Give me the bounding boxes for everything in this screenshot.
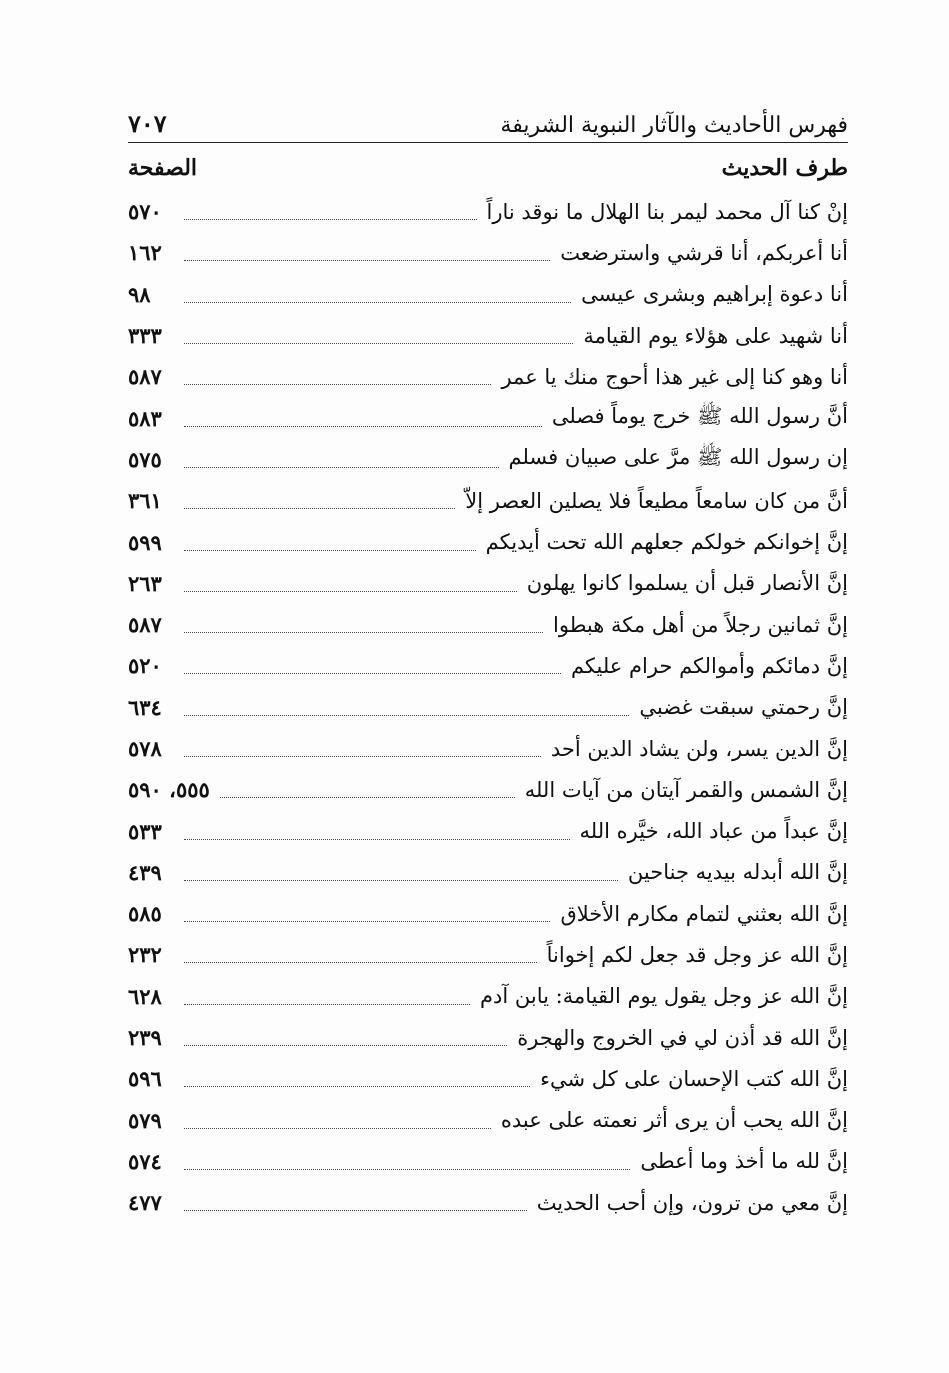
entry-page-number: ٥٧٠ xyxy=(128,199,162,225)
entry-page-number: ٥٨٣ xyxy=(128,405,162,431)
hadith-text: أنَّ رسول الله ﷺ خرج يوماً فصلى xyxy=(551,403,848,428)
dot-leader xyxy=(184,508,455,509)
hadith-text: إنَّ الله قد أذن لي في الخروج والهجرة xyxy=(517,1025,848,1050)
entry-page-number: ١٦٢ xyxy=(128,240,162,266)
index-entry xyxy=(128,934,848,975)
hadith-text: إنَّ دمائكم وأموالكم حرام عليكم xyxy=(570,653,848,678)
index-entry xyxy=(128,645,848,686)
dot-leader xyxy=(184,880,618,881)
hadith-text: إنَّ ثمانين رجلاً من أهل مكة هبطوا xyxy=(553,612,848,637)
hadith-text: أنا شهيد على هؤلاء يوم القيامة xyxy=(583,323,848,348)
entry-page-number: ٥٣٣ xyxy=(128,818,162,844)
index-entry xyxy=(128,1182,848,1223)
index-entry xyxy=(128,356,848,397)
running-header xyxy=(128,98,848,138)
dot-leader xyxy=(184,1210,527,1211)
entry-page-number: ٥٨٧ xyxy=(128,612,162,638)
index-entry xyxy=(128,604,848,645)
dot-leader xyxy=(184,921,550,922)
dot-leader xyxy=(184,715,629,716)
column-headings xyxy=(128,150,848,186)
index-entry xyxy=(128,439,848,480)
hadith-text: إنَّ لله ما أخذ وما أعطى xyxy=(640,1149,848,1174)
entry-page-number: ٢٦٣ xyxy=(128,570,162,596)
hadith-text: أنَّ من كان سامعاً مطيعاً فلا يصلين العصر إلاّ xyxy=(465,488,848,513)
hadith-text: إنَّ معي من ترون، وإن أحب الحديث xyxy=(536,1190,848,1215)
header-rule xyxy=(128,142,848,143)
entry-page-number: ٦٣٤ xyxy=(128,694,162,720)
entry-page-number: ٥٧٩ xyxy=(128,1107,162,1133)
entry-page-number: ٢٣٢ xyxy=(128,942,162,968)
index-entry xyxy=(128,191,848,232)
hadith-text: إنَّ الله كتب الإحسان على كل شيء xyxy=(540,1066,848,1091)
index-entry xyxy=(128,274,848,315)
page-column-heading: الصفحة xyxy=(128,155,198,181)
dot-leader xyxy=(184,839,570,840)
dot-leader xyxy=(184,1128,491,1129)
dot-leader xyxy=(184,756,541,757)
header-title: فهرس الأحاديث والآثار النبوية الشريفة xyxy=(500,113,848,138)
index-entry xyxy=(128,1058,848,1099)
index-entry xyxy=(128,1017,848,1058)
dot-leader xyxy=(184,673,561,674)
entry-page-number: ٥٧٤ xyxy=(128,1148,162,1174)
hadith-text: إنَّ الدين يسر، ولن يشاد الدين أحد xyxy=(550,736,848,761)
dot-leader xyxy=(184,343,573,344)
index-entry xyxy=(128,852,848,893)
entry-page-number: ٤٣٩ xyxy=(128,859,162,885)
hadith-text: إنَّ الله أبدله بيديه جناحين xyxy=(627,860,848,885)
dot-leader xyxy=(184,384,491,385)
hadith-text: إنَّ عبداً من عباد الله، خيَّره الله xyxy=(579,819,848,844)
entry-page-number: ٩٨ xyxy=(128,281,151,307)
entry-page-number: ٥٥٥، ٥٩٠ xyxy=(128,777,210,803)
index-entries xyxy=(128,191,848,1223)
dot-leader xyxy=(184,632,543,633)
entry-page-number: ٥٨٥ xyxy=(128,901,162,927)
index-entry xyxy=(128,810,848,851)
entry-page-number: ٣٣٣ xyxy=(128,323,162,349)
hadith-text: إنَّ رحمتي سبقت غضبي xyxy=(639,695,848,720)
page-number: ٧٠٧ xyxy=(128,109,167,138)
entry-page-number: ٣٦١ xyxy=(128,488,162,514)
dot-leader xyxy=(220,797,515,798)
hadith-text: إنَّ الله بعثني لتمام مكارم الأخلاق xyxy=(560,901,848,926)
index-entry xyxy=(128,769,848,810)
dot-leader xyxy=(184,962,537,963)
hadith-text: إنَّ الله يحب أن يرى أثر نعمته على عبده xyxy=(500,1108,848,1133)
entry-page-number: ٥٢٠ xyxy=(128,653,162,679)
index-entry xyxy=(128,521,848,562)
dot-leader xyxy=(184,219,477,220)
entry-page-number: ٥٧٥ xyxy=(128,446,162,472)
entry-page-number: ٥٧٨ xyxy=(128,736,162,761)
index-entry xyxy=(128,315,848,356)
dot-leader xyxy=(184,1169,630,1170)
dot-leader xyxy=(184,1004,470,1005)
dot-leader xyxy=(184,1086,530,1087)
dot-leader xyxy=(184,260,550,261)
index-entry xyxy=(128,728,848,769)
dot-leader xyxy=(184,302,571,303)
entry-page-number: ٥٩٦ xyxy=(128,1066,162,1092)
dot-leader xyxy=(184,467,499,468)
hadith-text: أنا أعربكم، أنا قرشي واسترضعت xyxy=(560,240,848,265)
index-entry xyxy=(128,563,848,604)
index-entry xyxy=(128,687,848,728)
hadith-text: إنَّ إخوانكم خولكم جعلهم الله تحت أيديكم xyxy=(485,530,848,555)
hadith-text: إن رسول الله ﷺ مرَّ على صبيان فسلم xyxy=(508,444,848,469)
hadith-text: إنْ كنا آل محمد ليمر بنا الهلال ما نوقد ناراً xyxy=(486,199,848,224)
entry-page-number: ٥٩٩ xyxy=(128,529,162,555)
entry-page-number: ٦٢٨ xyxy=(128,983,162,1009)
index-entry xyxy=(128,232,848,273)
hadith-text: إنَّ الله عز وجل قد جعل لكم إخواناً xyxy=(546,942,848,967)
index-entry xyxy=(128,1100,848,1141)
hadith-text: إنَّ الله عز وجل يقول يوم القيامة: يابن آدم xyxy=(480,984,848,1009)
hadith-text: إنَّ الأنصار قبل أن يسلموا كانوا يهلون xyxy=(526,571,848,596)
entry-page-number: ٥٨٧ xyxy=(128,364,162,390)
hadith-column-heading: طرف الحديث xyxy=(721,155,848,181)
index-entry xyxy=(128,397,848,438)
index-entry xyxy=(128,480,848,521)
hadith-text: أنا وهو كنا إلى غير هذا أحوج منك يا عمر xyxy=(501,364,848,389)
dot-leader xyxy=(184,550,476,551)
index-entry xyxy=(128,976,848,1017)
index-entry xyxy=(128,1141,848,1182)
dot-leader xyxy=(184,1045,507,1046)
hadith-text: إنَّ الشمس والقمر آيتان من آيات الله xyxy=(524,777,848,802)
hadith-text: أنا دعوة إبراهيم وبشرى عيسى xyxy=(581,282,848,307)
dot-leader xyxy=(184,591,517,592)
entry-page-number: ٤٧٧ xyxy=(128,1190,162,1216)
entry-page-number: ٢٣٩ xyxy=(128,1025,162,1051)
dot-leader xyxy=(184,426,542,427)
index-entry xyxy=(128,893,848,934)
